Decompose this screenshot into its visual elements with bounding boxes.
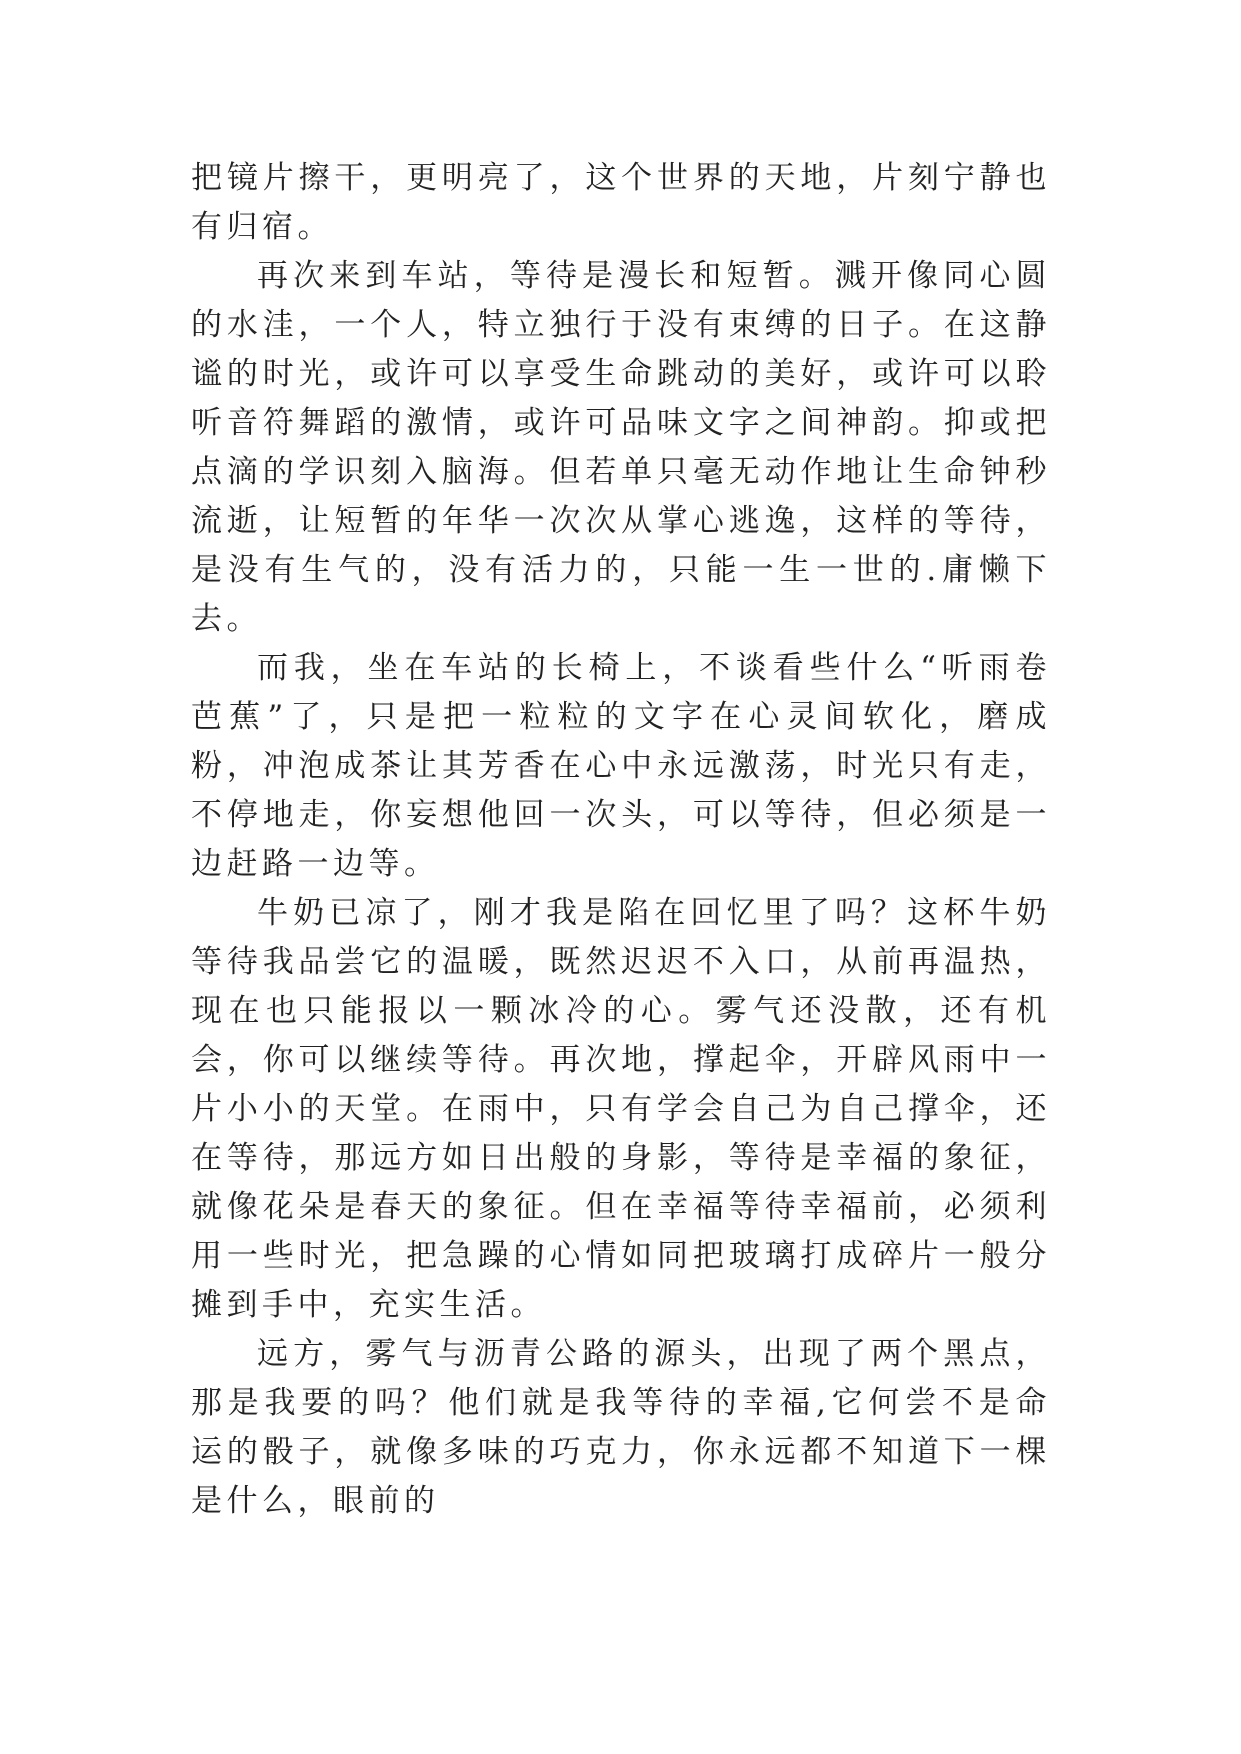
paragraph-3: 而我，坐在车站的长椅上，不谈看些什么“听雨卷芭蕉”了，只是把一粒粒的文字在心灵间软化，磨成粉，冲泡成茶让其芳香在心中永远激荡，时光只有走，不停地走，你妄想他回一次头，可以等待，但必须是一边赶路一边等。 <box>191 650 1051 882</box>
document-body <box>191 154 1051 1526</box>
paragraph-1: 把镜片擦干，更明亮了，这个世界的天地，片刻宁静也有归宿。 <box>191 160 1051 245</box>
paragraph-4: 牛奶已凉了，刚才我是陷在回忆里了吗？这杯牛奶等待我品尝它的温暖，既然迟迟不入口，从前再温热，现在也只能报以一颗冰冷的心。雾气还没散，还有机会，你可以继续等待。再次地，撑起伞，开辟风雨中一片小小的天堂。在雨中，只有学会自己为自己撑伞，还在等待，那远方如日出般的身影，等待是幸福的象征，就像花朵是春天的象征。但在幸福等待幸福前，必须利用一些时光，把急躁的心情如同把玻璃打成碎片一般分摊到手中，充实生活。 <box>191 895 1051 1323</box>
paragraph-2: 再次来到车站，等待是漫长和短暂。溅开像同心圆的水洼，一个人，特立独行于没有束缚的日子。在这静谧的时光，或许可以享受生命跳动的美好，或许可以聆听音符舞蹈的激情，或许可品味文字之间神韵。抑或把点滴的学识刻入脑海。但若单只毫无动作地让生命钟秒流逝，让短暂的年华一次次从掌心逃逸，这样的等待，是没有生气的，没有活力的，只能一生一世的.庸懒下去。 <box>191 258 1051 637</box>
paragraph-5: 远方，雾气与沥青公路的源头，出现了两个黑点，那是我要的吗？他们就是我等待的幸福,它何尝不是命运的骰子，就像多味的巧克力，你永远都不知道下一棵是什么，眼前的 <box>191 1336 1051 1519</box>
